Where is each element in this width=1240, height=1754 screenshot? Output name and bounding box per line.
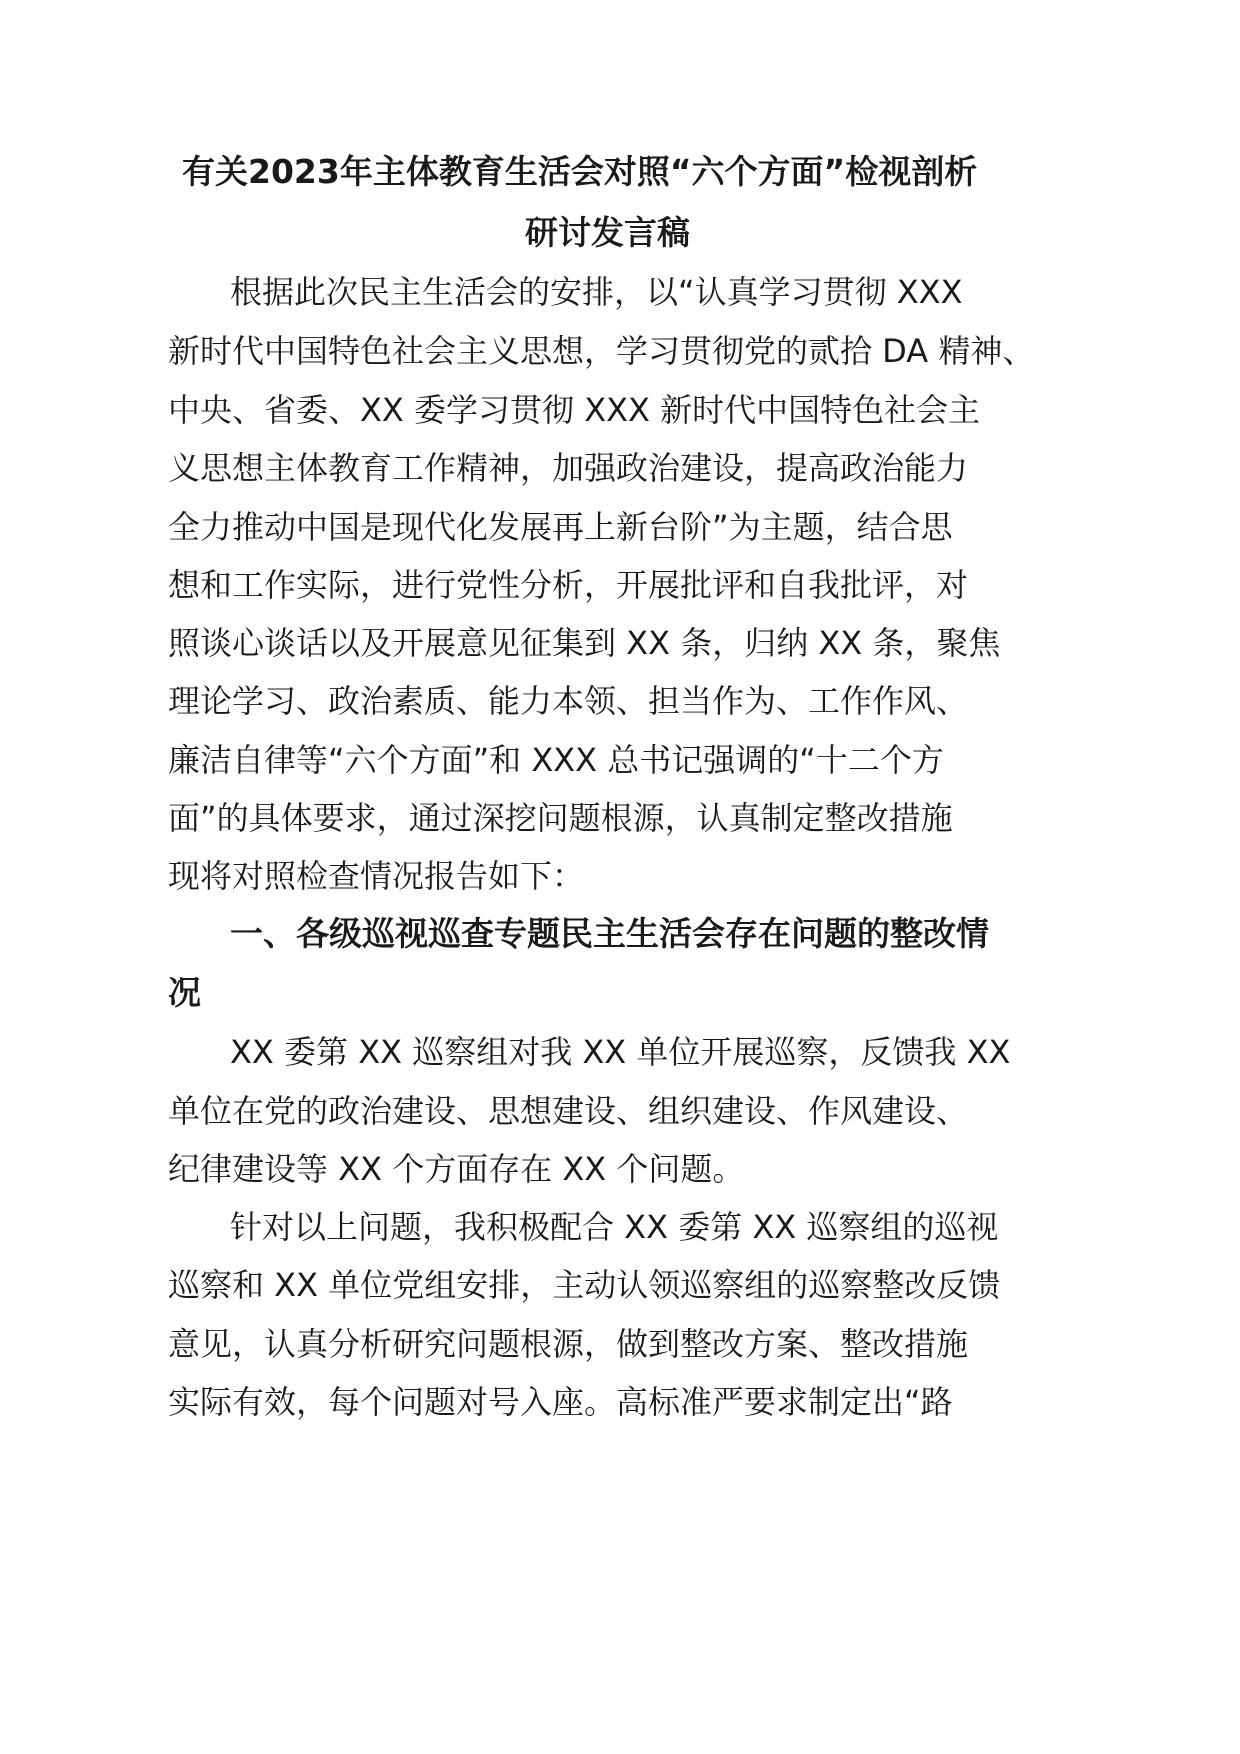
document-title-line-2: 研讨发言稿	[525, 213, 690, 252]
paragraph2-line-2: 单位在党的政治建设、思想建设、组织建设、作风建设、	[168, 1092, 969, 1130]
paragraph3-line-2: 巡察和 XX 单位党组安排，主动认领巡察组的巡察整改反馈	[168, 1266, 1001, 1304]
paragraph3-line-4: 实际有效，每个问题对号入座。高标准严要求制定出“路	[168, 1383, 953, 1421]
paragraph1-line-3: 中央、省委、XX 委学习贯彻 XXX 新时代中国特色社会主	[168, 391, 981, 429]
paragraph2-line-3: 纪律建设等 XX 个方面存在 XX 个问题。	[168, 1150, 745, 1188]
paragraph1-line-7: 照谈心谈话以及开展意见征集到 XX 条，归纳 XX 条，聚焦	[168, 624, 1001, 662]
paragraph3-line-1: 针对以上问题，我积极配合 XX 委第 XX 巡察组的巡视	[230, 1208, 999, 1246]
paragraph1-line-5: 全力推动中国是现代化发展再上新台阶”为主题，结合思	[168, 508, 953, 546]
paragraph1-line-4: 义思想主体教育工作精神，加强政治建设，提高政治能力	[168, 449, 969, 487]
document-title-line-1: 有关2023年主体教育生活会对照“六个方面”检视剖析	[182, 152, 978, 191]
paragraph1-line-1: 根据此次民主生活会的安排，以“认真学习贯彻 XXX	[230, 273, 963, 311]
section-heading-line-1: 一、各级巡视巡查专题民主生活会存在问题的整改情	[230, 914, 989, 953]
paragraph1-line-10: 面”的具体要求，通过深挖问题根源，认真制定整改措施	[168, 799, 953, 837]
paragraph1-line-8: 理论学习、政治素质、能力本领、担当作为、工作作风、	[168, 682, 969, 720]
section-heading-line-2: 况	[168, 973, 201, 1012]
paragraph1-line-6: 想和工作实际，进行党性分析，开展批评和自我批评，对	[168, 566, 969, 604]
paragraph1-line-11: 现将对照检查情况报告如下：	[168, 857, 585, 895]
paragraph1-line-2: 新时代中国特色社会主义思想，学习贯彻党的贰拾 DA 精神、	[168, 332, 1035, 370]
paragraph2-line-1: XX 委第 XX 巡察组对我 XX 单位开展巡察，反馈我 XX	[230, 1033, 1011, 1071]
paragraph1-line-9: 廉洁自律等“六个方面”和 XXX 总书记强调的“十二个方	[168, 741, 944, 779]
paragraph3-line-3: 意见，认真分析研究问题根源，做到整改方案、整改措施	[168, 1325, 969, 1363]
